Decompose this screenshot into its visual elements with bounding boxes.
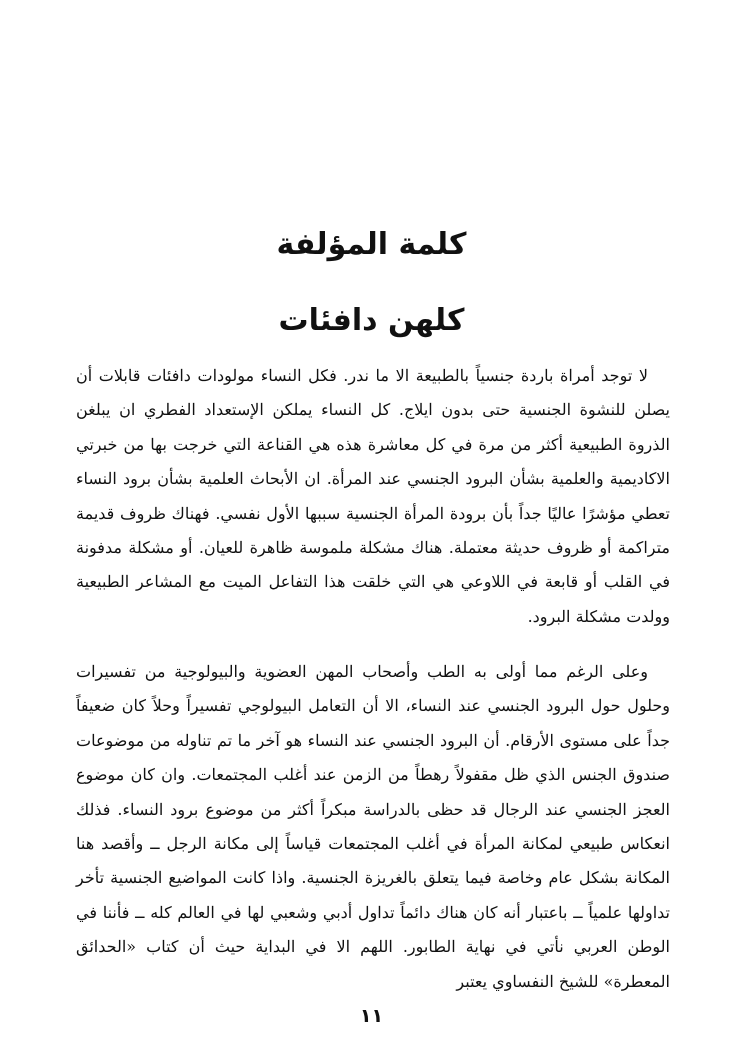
- page-number: ١١: [359, 1005, 384, 1027]
- page-subtitle: كلهن دافئات: [278, 302, 465, 338]
- paragraph-1: لا توجد أمراة باردة جنسياً بالطبيعة الا ما ندر. فكل النساء مولودات دافئات قابلات أن يصلن للنشوة الجنسية حتى بدون ايلاج. كل النساء يملكن الإستعداد الفطري ان يبلغن الذروة الطبيعية أكثر من مرة في كل معاشرة هذه هي القناعة التي خرجت بها من خبرتي الاكاديمية والعلمية بشأن البرود الجنسي عند المرأة. ان الأبحاث العلمية بشأن برود النساء تعطي مؤشرًا عاليًا جداً بأن برودة المرأة الجنسية سببها الأول نفسي. فهناك ظروف قديمة متراكمة أو ظروف حديثة معتملة. هناك مشكلة ملموسة ظاهرة للعيان. أو مشكلة مدفونة في القلب أو قابعة في اللاوعي هي التي خلقت هذا التفاعل الميت مع المشاعر الطبيعية وولدت مشكلة البرود.: [76, 366, 670, 626]
- paragraph-2: وعلى الرغم مما أولى به الطب وأصحاب المهن العضوية والبيولوجية من تفسيرات وحلول حول البرود الجنسي عند النساء، الا أن التعامل البيولوجي تفسيراً وحلاً كان ضعيفاً جداً على مستوى الأرقام. أن البرود الجنسي عند النساء هو آخر ما تم تناوله من موضوعات صندوق الجنس الذي ظل مقفولاً رهطاً من الزمن عند أغلب المجتمعات. وان كان موضوع العجز الجنسي عند الرجال قد حظى بالدراسة مبكراً أكثر من موضوع برود النساء. فذلك انعكاس طبيعي لمكانة المرأة في أغلب المجتمعات قياساً إلى مكانة الرجل ــ وأقصد هنا المكانة بشكل عام وخاصة فيما يتعلق بالغريزة الجنسية. واذا كانت المواضيع الجنسية تأخر تداولها علمياً ــ باعتبار أنه كان هناك دائماً تداول أدبي وشعبي لها في العالم كله ــ فأننا في الوطن العربي نأتي في نهاية الطابور. اللهم الا في البداية حيث أن كتاب «الحدائق المعطرة» للشيخ النفساوي يعتبر: [76, 662, 670, 991]
- page-title: كلمة المؤلفة: [276, 227, 467, 263]
